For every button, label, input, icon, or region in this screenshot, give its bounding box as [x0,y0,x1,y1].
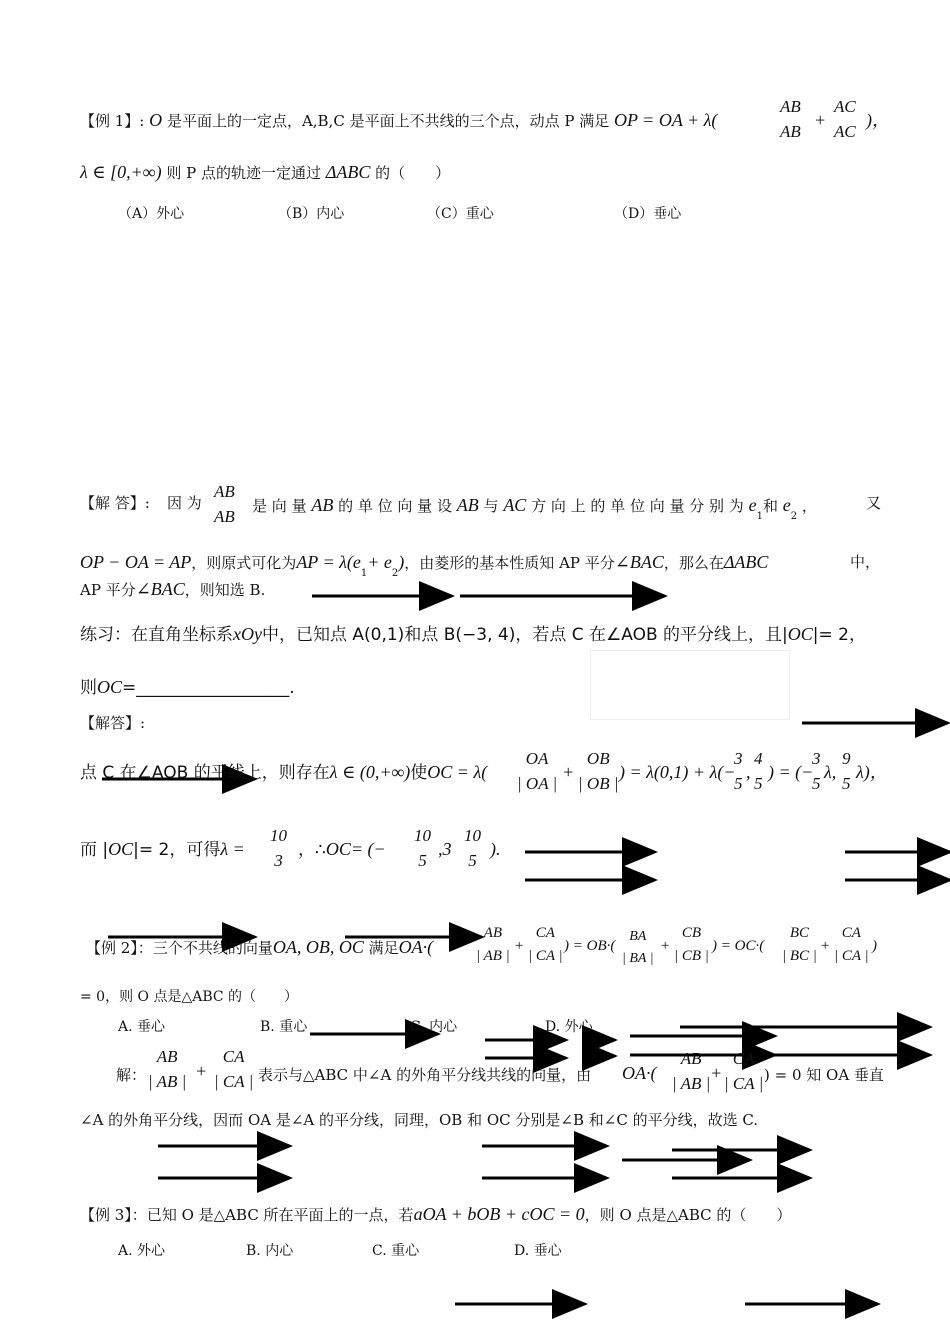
solution1-line3-angle: ∠BAC [135,579,185,599]
example2-s-f3-num: AB [680,1049,702,1068]
practice-sol-text: 点 C 在∠AOB 的平线上，则存在 [80,763,330,783]
watermark-text [599,669,629,706]
practice-answer-label: 【解答】: [80,714,146,732]
solution1-line2-t3: ，那么在 [663,554,724,572]
practice-fplus: + [562,762,575,782]
example1-frac2-num: AC [834,97,856,116]
example2-s-f2-num: CA [222,1047,245,1066]
example2-text2: 满足 [368,939,399,957]
practice-frac6 [842,750,851,792]
practice-frac8 [414,827,431,869]
practice-line2-oc: OC [97,677,123,697]
practice-line1 [80,625,866,644]
practice-xoy: xOy [233,624,262,644]
example2-option-d: D. 外心 [545,1019,593,1035]
example2-text1: 三个不共线的向量 [152,939,273,957]
example2-oa: OA·( [398,937,434,957]
example2-s-f1-den: | AB | [148,1072,187,1091]
example3-option-a: A. 外心 [118,1243,166,1259]
practice-f2-den: | OB | [578,774,619,793]
solution1-line2-t2: ，由菱形的基本性质知 AP 平分 [404,554,615,572]
example2-option-b: B. 重心 [260,1019,308,1035]
example2-line1 [86,938,433,956]
solution1-line2 [80,552,769,579]
solution1-line2-sub2: 2 [391,568,399,579]
example2-p2: + [660,938,671,954]
solution1-line3-t2: ，则知选 B. [184,581,266,599]
example1-lambda-range: λ ∈ [0,+∞) [80,162,162,182]
practice-text1: 练习：在直角坐标系 [80,625,233,645]
example2-g2 [528,926,563,964]
practice-frac9 [464,827,481,869]
solution1-t1: 因 为 [167,494,202,512]
example2-g5-den: | BC | [782,948,817,964]
solution1-line3 [80,580,265,598]
practice-last-a: 而 | [80,840,109,860]
example1-option-b: （B）内心 [278,206,345,222]
example2-s-f2-den: | CA | [214,1072,254,1091]
practice-last-d: = (− [350,839,386,859]
practice-f1-num: OA [525,749,549,768]
example2-s-oa: OA·( [622,1063,657,1083]
example2-eq1: ) = OB·( [564,938,616,954]
example2-s-f4-num: CA [732,1049,755,1068]
solution1-label: 【解 答】: [80,494,150,512]
example2-g2-den: | CA | [528,948,563,964]
example2-line2: = 0，则 O 点是△ABC 的（ ） [80,989,299,1005]
solution1-line2-sub1: 1 [360,568,368,579]
practice-last-e-comma: , [438,839,443,859]
example1-option-d: （D）垂心 [614,206,682,222]
example2-s-plus: + [195,1061,208,1081]
practice-f3-num: 3 [734,749,743,768]
practice-f4-num: 4 [754,749,763,768]
example1-frac1-den: AB [780,122,801,141]
example2-g3-num: BA [629,929,647,944]
example2-eq3: ) [872,938,877,954]
example1-line2 [80,163,450,181]
solution1-line2-close: ) [398,552,405,572]
practice-last-e [438,840,452,858]
example1-frac2-den: AC [834,122,856,141]
practice-sol-b: 使 [410,763,428,783]
example1-text-c: 的（ ） [375,164,451,182]
example2-g4 [674,926,709,964]
example1-frac2 [834,98,856,140]
solution1-e1: e [748,495,757,515]
solution1-line2-plus: + e [367,552,392,572]
practice-last-lambda: λ = [220,839,245,859]
practice-f9-num: 10 [464,826,481,845]
example1-frac1 [780,98,801,140]
example3-option-c: C. 重心 [372,1243,420,1259]
practice-f1-den: | OA | [517,774,558,793]
solution1-t3: 的 单 位 向 量 设 [338,497,452,515]
practice-sol-comma: , [746,762,751,782]
practice-sol-end: λ)， [856,762,888,782]
practice-last-f: ). [490,839,501,859]
practice-last [80,840,245,859]
solution1-line2-formula: OP − OA = AP [80,552,192,572]
example2-s-plus2: + [710,1063,723,1083]
example1-option-c: （C）重心 [427,206,494,222]
practice-sol-a [80,763,487,782]
practice-sol-formula: OC = λ( [427,762,488,782]
example1-text-a: 是平面上的一定点，A,B,C 是平面上不共线的三个点，动点 P 满足 [166,112,610,130]
practice-oc: OC [787,624,813,644]
example2-s-text2: ) = 0 知 OA 垂直 [764,1066,884,1084]
practice-therefore: ∴ [315,840,326,860]
example2-g4-den: | CB | [674,948,709,964]
practice-f5-den: 5 [812,774,821,793]
solution1-line2-formula2: AP = λ(e [296,552,361,572]
practice-last-rest [298,840,386,859]
example1-plus: + [814,110,827,130]
example3-formula: aOA + bOB + cOC = 0 [413,1204,585,1224]
practice-last-c: ， [298,840,315,860]
practice-f7-num: 10 [270,826,287,845]
solution1-line2-t1: ，则原式可化为 [191,554,297,572]
solution1-sub1: 1 [756,511,763,522]
example1-label: 【例 1】: [80,112,145,130]
example2-g5-num: BC [789,925,810,941]
example2-p1: + [514,938,525,954]
solution1-frac-den: AB [214,507,235,526]
example1-formula: OP = OA + λ( [614,110,718,130]
example2-s-f1 [148,1048,186,1090]
example2-option-a: A. 垂心 [118,1019,166,1035]
example1-triangle: ΔABC [325,162,371,182]
practice-answer-blank: =__________________. [122,678,295,698]
example3-option-d: D. 垂心 [514,1243,562,1259]
example2-s-f1-num: AB [156,1047,178,1066]
example2-eq2: ) = OC·( [712,938,765,954]
practice-f2-num: OB [586,749,610,768]
practice-f3-den: 5 [734,774,743,793]
practice-sol-mid3: λ, [824,762,837,782]
solution1-line2-t4: 中， [850,553,881,571]
practice-f5-num: 3 [812,749,821,768]
solution1-line2-tri: ΔABC [723,552,769,572]
solution1-t4: 与 [483,497,499,515]
practice-f6-num: 9 [842,749,851,768]
solution1-frac-num: AB [214,482,235,501]
solution1-t5: 方 向 上 的 单 位 向 量 分 别 为 [531,497,744,515]
example2-s-f3 [672,1050,710,1092]
example2-g6-num: CA [841,925,861,941]
practice-f4-den: 5 [754,774,763,793]
practice-last-oc: OC [108,839,134,859]
example3-text2: ，则 O 点是△ABC 的（ ） [584,1206,792,1224]
solution1-sub2: 2 [790,511,798,522]
solution1-v3: AC [503,495,527,515]
example2-label: 【例 2】： [86,939,153,957]
example3-text1: 已知 O 是△ABC 所在平面上的一点，若 [146,1206,414,1224]
practice-f8-num: 10 [414,826,431,845]
practice-f8-den: 5 [418,851,427,870]
solution1-e2: e [782,495,791,515]
example2-g4-num: CB [681,925,702,941]
example2-g3-den: | BA | [622,951,654,966]
solution1-t7: ， [801,497,817,515]
example2-s-f4-den: | CA | [724,1074,764,1093]
example2-g2-num: CA [535,925,555,941]
example2-g3 [622,930,654,966]
practice-sol-mid2: ) = (− [768,762,814,782]
practice-line2 [80,678,295,697]
practice-frac2 [578,750,619,792]
practice-text3: |= 2， [812,625,866,645]
example2-s-f2 [214,1048,253,1090]
practice-last-coef: 3 [442,839,452,859]
solution1-line3-t1: AP 平分 [80,581,136,599]
example2-p3: + [820,938,831,954]
practice-last-b: |= 2，可得 [133,840,221,860]
practice-last-oc2: OC [325,839,351,859]
practice-frac7 [270,827,287,869]
watermark-box [590,650,790,720]
example1-lead-var: O [149,110,163,130]
solution1-v1: AB [311,495,334,515]
practice-f6-den: 5 [842,774,851,793]
example3-label: 【例 3】： [80,1206,147,1224]
solution1-line1-rest [252,495,817,522]
solution1-line2-angle: ∠BAC [614,552,664,572]
practice-frac4 [754,750,763,792]
example1-frac1-num: AB [780,97,801,116]
example2-s-f3-den: | AB | [672,1074,711,1093]
example1-text-b: 则 P 点的轨迹一定通过 [166,164,322,182]
example2-g1 [476,926,510,964]
solution1-v2: AB [456,495,479,515]
practice-frac3 [734,750,743,792]
example2-s-f4 [724,1050,763,1092]
practice-f7-den: 3 [274,851,283,870]
example3-line1 [80,1205,791,1223]
example2-sol-label: 解： [116,1066,147,1084]
example2-vectors: OA, OB, OC [272,937,364,957]
solution1-t6: 和 [762,497,778,515]
example2-g1-num: AB [483,925,503,941]
practice-frac5 [812,750,821,792]
example1-close: )， [866,110,890,130]
example1-line1 [80,111,717,129]
example1-option-a: （A）外心 [118,206,185,222]
example2-g1-den: | AB | [476,948,510,964]
example2-g5 [782,926,817,964]
example2-option-c: C. 内心 [410,1019,458,1035]
practice-sol-mid: ) = λ(0,1) + λ(− [619,762,736,782]
solution1-t2: 是 向 量 [252,497,307,515]
practice-frac1 [517,750,557,792]
practice-line2-a: 则 [80,678,97,698]
solution1-t8: 又 [866,494,882,512]
example2-g6 [834,926,869,964]
practice-text2: 中，已知点 A(0,1)和点 B(−3, 4)，若点 C 在∠AOB 的平分线上，且| [261,625,788,645]
solution1-frac [214,483,235,525]
practice-sol-lambda: λ ∈ (0,+∞) [329,762,411,782]
example3-option-b: B. 内心 [246,1243,294,1259]
example2-g6-den: | CA | [834,948,869,964]
example2-s-line2: ∠A 的外角平分线，因而 OA 是∠A 的平分线，同理，OB 和 OC 分别是∠B 和∠C 的平分线，故选 C. [80,1111,759,1129]
example2-s-text1: 表示与△ABC 中∠A 的外角平分线共线的向量，由 [258,1066,592,1084]
practice-f9-den: 5 [468,851,477,870]
